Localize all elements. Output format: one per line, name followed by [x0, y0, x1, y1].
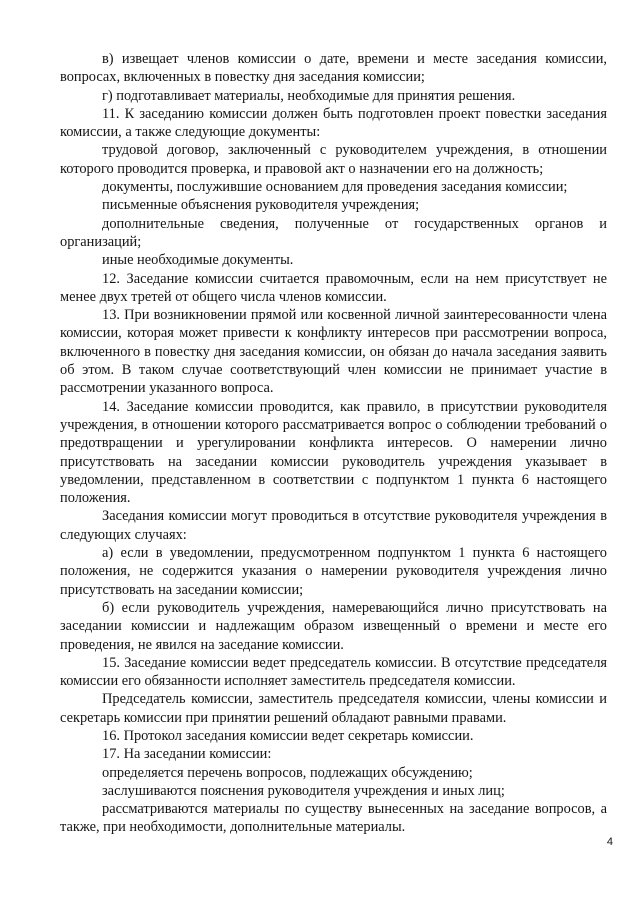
paragraph: 12. Заседание комиссии считается правомочным, если на нем присутствует не менее двух третей от общего числа членов комиссии.: [60, 270, 607, 305]
paragraph: 14. Заседание комиссии проводится, как правило, в присутствии руководителя учреждения, в отношении которого рассматривается вопрос о соблюдении требований о предотвращении и урегулировании конфликта интересов. О намерении лично присутствовать на заседании комиссии руководитель учреждения указывает в уведомлении, представленном в соответствии с подпунктом 1 пункта 6 настоящего положения.: [60, 398, 607, 507]
paragraph: 16. Протокол заседания комиссии ведет секретарь комиссии.: [102, 727, 474, 744]
paragraph: определяется перечень вопросов, подлежащих обсуждению;: [102, 764, 473, 781]
paragraph: г) подготавливает материалы, необходимые для принятия решения.: [102, 87, 516, 104]
paragraph: иные необходимые документы.: [102, 252, 294, 269]
paragraph: Председатель комиссии, заместитель председателя комиссии, члены комиссии и секретарь комиссии при принятии решений обладают равными правами.: [60, 691, 607, 726]
paragraph: рассматриваются материалы по существу вынесенных на заседание вопросов, а также, при необходимости, дополнительные материалы.: [60, 801, 607, 836]
paragraph: б) если руководитель учреждения, намеревающийся лично присутствовать на заседании комиссии и надлежащим образом извещенный о времени и месте его проведения, не явился на заседание комиссии.: [60, 599, 607, 653]
paragraph: а) если в уведомлении, предусмотренном подпунктом 1 пункта 6 настоящего положения, не содержится указания о намерении руководителя учреждения лично присутствовать на заседании комиссии;: [60, 545, 607, 598]
paragraph: трудовой договор, заключенный с руководителем учреждения, в отношении которого проводится проверка, и правовой акт о назначении его на должность;: [60, 142, 607, 177]
paragraph: письменные объяснения руководителя учреждения;: [102, 197, 420, 214]
paragraph: 17. На заседании комиссии:: [102, 746, 272, 763]
paragraph: в) извещает членов комиссии о дате, времени и месте заседания комиссии, вопросах, включенных в повестку дня заседания комиссии;: [60, 51, 607, 86]
paragraph: 15. Заседание комиссии ведет председатель комиссии. В отсутствие председателя комиссии его обязанности исполняет заместитель председателя комиссии.: [60, 654, 607, 690]
paragraph: 11. К заседанию комиссии должен быть подготовлен проект повестки заседания комиссии, а также следующие документы:: [60, 105, 607, 141]
paragraph: 13. При возникновении прямой или косвенной личной заинтересованности члена комиссии, которая может привести к конфликту интересов при рассмотрении вопроса, включенного в повестку дня заседания комиссии, он обязан до начала заседания заявить об этом. В таком случае соответствующий член комиссии не принимает участие в рассмотрении указанного вопроса.: [60, 307, 607, 397]
paragraph: документы, послужившие основанием для проведения заседания комиссии;: [102, 179, 568, 196]
document-body: [60, 50, 607, 837]
paragraph: заслушиваются пояснения руководителя учреждения и иных лиц;: [102, 782, 505, 799]
page-number: 4: [606, 836, 613, 848]
paragraph: Заседания комиссии могут проводиться в отсутствие руководителя учреждения в следующих случаях:: [60, 508, 607, 543]
paragraph: дополнительные сведения, полученные от государственных органов и организаций;: [60, 215, 607, 250]
